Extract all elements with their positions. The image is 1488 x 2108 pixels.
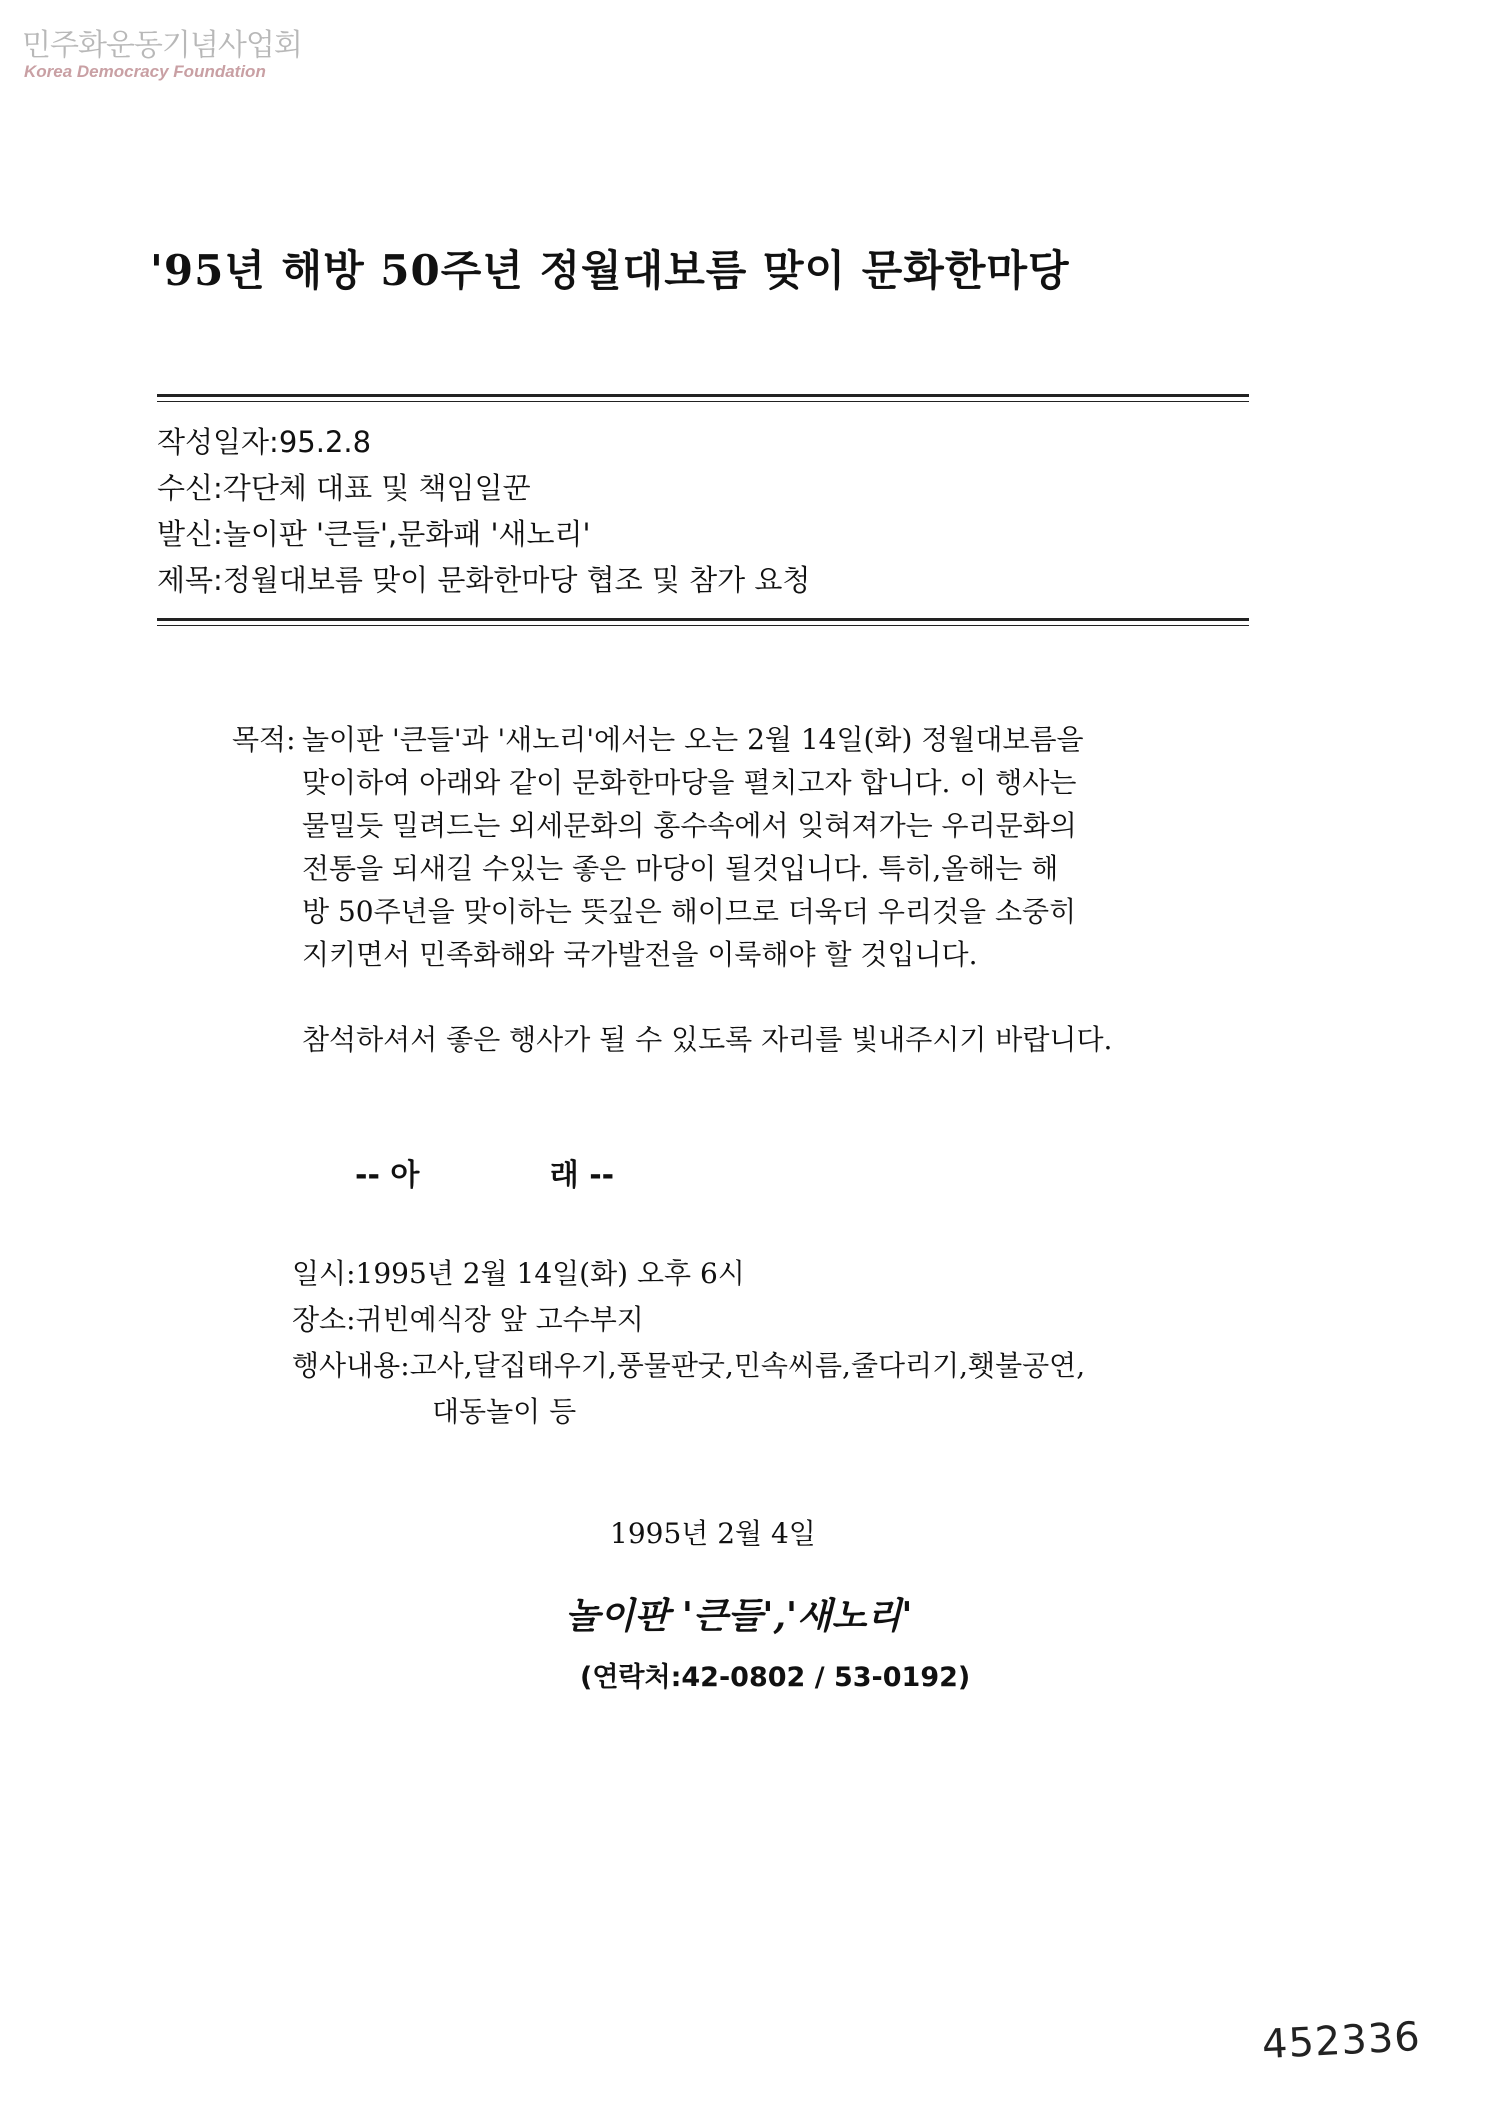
header-rule-bottom bbox=[157, 618, 1249, 626]
purpose-line: 맞이하여 아래와 같이 문화한마당을 펼치고자 합니다. 이 행사는 bbox=[302, 766, 1077, 799]
event-datetime: 일시:1995년 2월 14일(화) 오후 6시 bbox=[292, 1257, 745, 1290]
purpose-label: 목적: bbox=[232, 723, 296, 756]
document-title: '95년 해방 50주년 정월대보름 맞이 문화한마당 bbox=[150, 246, 1070, 295]
event-place: 장소:귀빈예식장 앞 고수부지 bbox=[292, 1303, 644, 1336]
organization-signature: 놀이판 '큰들','새노리' bbox=[565, 1595, 913, 1637]
document-number: 452336 bbox=[1260, 2013, 1422, 2069]
purpose-line: 놀이판 '큰들'과 '새노리'에서는 오는 2월 14일(화) 정월대보름을 bbox=[302, 723, 1084, 756]
closing-request: 참석하셔서 좋은 행사가 될 수 있도록 자리를 빛내주시기 바랍니다. bbox=[302, 1023, 1113, 1056]
notice-heading-left: -- 아 bbox=[355, 1158, 420, 1193]
header-recipient: 수신:각단체 대표 및 책임일꾼 bbox=[157, 471, 531, 505]
watermark-english: Korea Democracy Foundation bbox=[24, 62, 266, 81]
watermark-korean: 민주화운동기념사업회 bbox=[22, 28, 302, 63]
header-date: 작성일자:95.2.8 bbox=[157, 425, 372, 459]
purpose-line: 물밀듯 밀려드는 외세문화의 홍수속에서 잊혀져가는 우리문화의 bbox=[302, 809, 1077, 842]
header-rule-top bbox=[157, 394, 1249, 402]
event-content-continued: 대동놀이 등 bbox=[432, 1395, 577, 1428]
issue-date: 1995년 2월 4일 bbox=[610, 1517, 816, 1550]
header-sender: 발신:놀이판 '큰들',문화패 '새노리' bbox=[157, 517, 591, 551]
contact-info: (연락처:42-0802 / 53-0192) bbox=[580, 1662, 971, 1693]
purpose-line: 지키면서 민족화해와 국가발전을 이룩해야 할 것입니다. bbox=[302, 938, 978, 971]
event-content: 행사내용:고사,달집태우기,풍물판굿,민속씨름,줄다리기,횃불공연, bbox=[292, 1349, 1086, 1382]
notice-heading-right: 래 -- bbox=[549, 1158, 615, 1193]
purpose-paragraph bbox=[302, 718, 1084, 976]
purpose-line: 전통을 되새길 수있는 좋은 마당이 될것입니다. 특히,올해는 해 bbox=[302, 852, 1059, 885]
header-subject: 제목:정월대보름 맞이 문화한마당 협조 및 참가 요청 bbox=[157, 563, 811, 597]
purpose-line: 방 50주년을 맞이하는 뜻깊은 해이므로 더욱더 우리것을 소중히 bbox=[302, 895, 1077, 928]
notice-heading bbox=[355, 1150, 614, 1194]
